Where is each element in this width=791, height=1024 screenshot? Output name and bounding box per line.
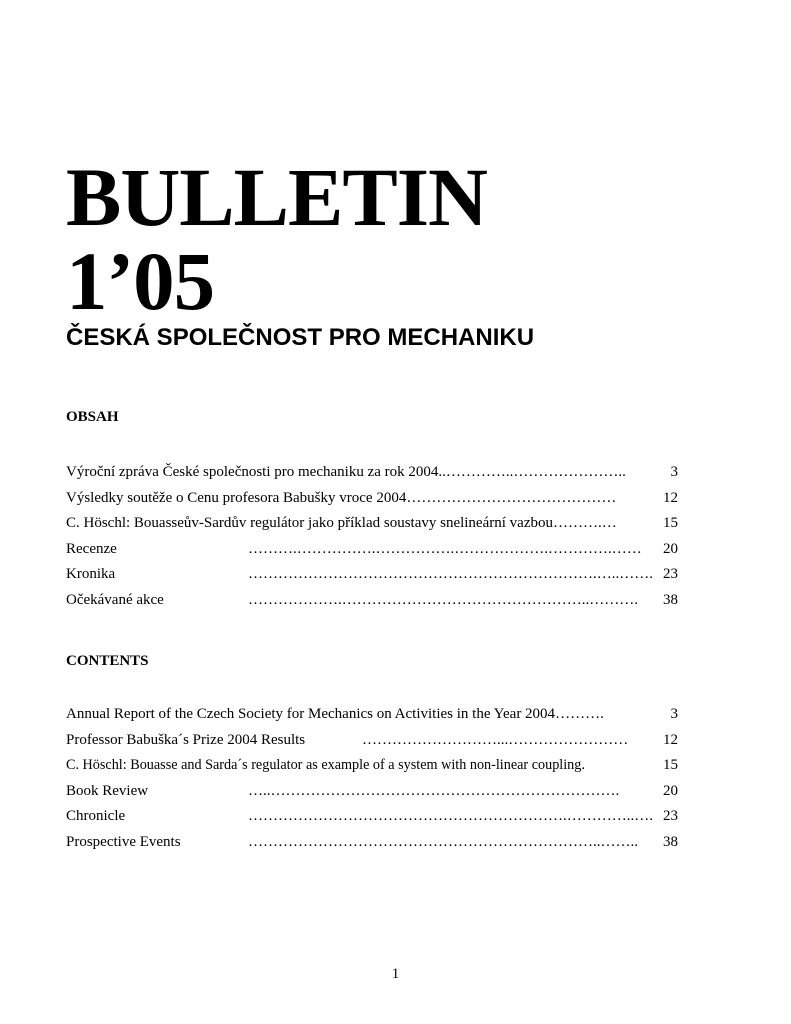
toc-leader: …………………………………………………………….…..……. bbox=[248, 566, 653, 583]
toc-entry bbox=[66, 537, 678, 563]
toc-entry-label: C. Höschl: Bouasse and Sarda´s regulator as example of a system with non-linear coupling bbox=[66, 757, 582, 774]
title-line-1: BULLETIN bbox=[66, 151, 487, 243]
toc-entry bbox=[66, 728, 678, 754]
toc-page-number: 20 bbox=[663, 540, 678, 557]
bulletin-title bbox=[66, 151, 487, 327]
toc-page-number: 3 bbox=[670, 706, 678, 722]
toc-page-number: 23 bbox=[663, 566, 678, 583]
toc-page-number: 12 bbox=[663, 731, 678, 748]
toc-leader: ……………………………………………………….…………..…. bbox=[248, 808, 653, 825]
toc-entry-label: Prospective Events bbox=[66, 833, 181, 850]
contents-toc bbox=[66, 702, 678, 856]
toc-entry-label: Annual Report of the Czech Society for Mechanics on Activities in the Year 2004 bbox=[66, 706, 556, 722]
toc-leader: ……….… bbox=[552, 515, 617, 532]
page-number: 1 bbox=[391, 966, 400, 982]
obsah-heading: OBSAH bbox=[66, 409, 119, 425]
toc-leader: ………. bbox=[555, 706, 604, 722]
toc-page-number: 3 bbox=[670, 464, 678, 480]
toc-entry-label: Recenze bbox=[66, 540, 117, 557]
toc-leader: ……………………………………………………………..…….. bbox=[248, 833, 638, 850]
toc-entry-label: Chronicle bbox=[66, 808, 126, 825]
obsah-toc bbox=[66, 460, 678, 614]
toc-entry-label: Výroční zpráva České společnosti pro mechaniku za rok 2004. bbox=[66, 464, 443, 480]
toc-entry bbox=[66, 804, 678, 830]
toc-entry bbox=[66, 779, 678, 805]
toc-entry-label: Kronika bbox=[66, 566, 116, 583]
toc-leader: ……………….…………………………………………..………. bbox=[248, 591, 638, 608]
toc-entry-label: Book Review bbox=[66, 782, 149, 799]
toc-entry-label: Výsledky soutěže o Cenu profesora Babušky vroce 2004 bbox=[66, 489, 407, 506]
toc-entry bbox=[66, 460, 678, 486]
toc-entry bbox=[66, 511, 678, 537]
title-line-2: 1’05 bbox=[66, 235, 215, 327]
toc-page-number: 23 bbox=[663, 808, 678, 825]
toc-leader: …………………………………… bbox=[406, 489, 617, 506]
toc-page-number: 38 bbox=[663, 833, 678, 850]
toc-entry bbox=[66, 753, 678, 779]
toc-entry bbox=[66, 562, 678, 588]
toc-entry-label: Očekávané akce bbox=[66, 591, 164, 608]
toc-entry bbox=[66, 702, 678, 728]
toc-page-number: 15 bbox=[663, 757, 678, 774]
toc-leader: ……….…………….…………….……………….………….…… bbox=[248, 540, 642, 557]
contents-heading: CONTENTS bbox=[66, 653, 149, 669]
toc-entry-label: C. Höschl: Bouasseův-Sardův regulátor jako příklad soustavy snelineární vazbou bbox=[66, 515, 553, 532]
toc-entry bbox=[66, 830, 678, 856]
organization-name: ČESKÁ SPOLEČNOST PRO MECHANIKU bbox=[66, 324, 535, 351]
toc-entry bbox=[66, 588, 678, 614]
toc-page-number: 15 bbox=[663, 515, 678, 532]
toc-page-number: 20 bbox=[663, 782, 678, 799]
toc-page-number: 38 bbox=[663, 591, 678, 608]
toc-page-number: 12 bbox=[663, 489, 678, 506]
toc-entry bbox=[66, 486, 678, 512]
toc-leader: …..……………………………………………………………. bbox=[248, 782, 620, 799]
toc-entry-label: Professor Babuška´s Prize 2004 Results bbox=[66, 731, 306, 748]
toc-leader: ………………………...…………………… bbox=[362, 731, 629, 748]
toc-leader: .…………..………………….. bbox=[442, 464, 626, 480]
toc-leader: . bbox=[581, 757, 586, 774]
